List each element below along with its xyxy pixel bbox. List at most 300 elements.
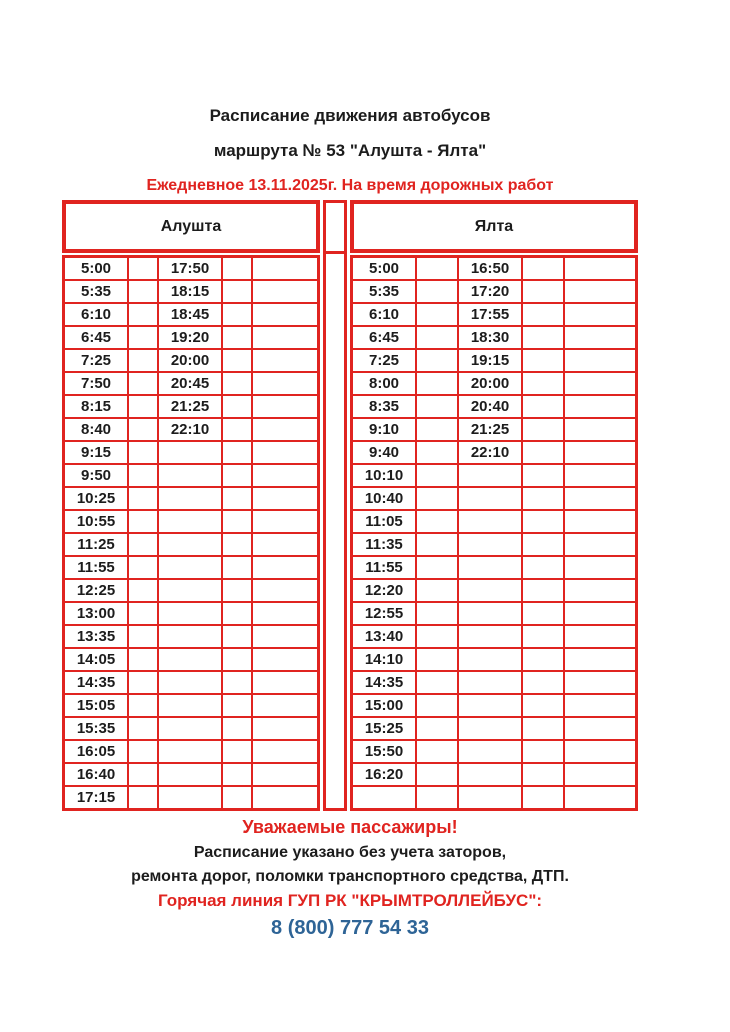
timetable-row <box>352 671 637 694</box>
empty-cell <box>564 763 637 786</box>
empty-cell <box>128 395 158 418</box>
empty-cell <box>416 510 458 533</box>
departure-time-cell: 5:35 <box>64 280 129 303</box>
timetable-row <box>352 441 637 464</box>
timetable-row <box>64 740 319 763</box>
empty-cell <box>564 556 637 579</box>
table-header-alushta <box>62 200 320 253</box>
validity-notice: Ежедневное 13.11.2025г. На время дорожных работ <box>146 177 554 194</box>
timetable-row <box>352 395 637 418</box>
timetable-row <box>64 349 319 372</box>
departure-time-cell: 20:00 <box>158 349 222 372</box>
empty-cell <box>416 602 458 625</box>
departure-time-cell: 21:25 <box>458 418 522 441</box>
empty-cell <box>222 763 252 786</box>
empty-cell <box>564 464 637 487</box>
departure-time-cell: 20:00 <box>458 372 522 395</box>
empty-cell <box>252 602 319 625</box>
empty-cell <box>128 326 158 349</box>
empty-cell <box>564 418 637 441</box>
empty-cell <box>222 326 252 349</box>
timetable-row <box>64 303 319 326</box>
departure-time-cell: 14:35 <box>64 671 129 694</box>
empty-cell <box>522 280 564 303</box>
departure-time-cell: 5:00 <box>64 257 129 281</box>
empty-cell <box>416 648 458 671</box>
departure-time-cell: 15:25 <box>352 717 417 740</box>
empty-cell <box>128 418 158 441</box>
empty-cell <box>128 740 158 763</box>
empty-cell <box>416 280 458 303</box>
empty-cell <box>458 786 522 810</box>
timetable-row <box>352 257 637 281</box>
timetable-row <box>64 441 319 464</box>
departure-time-cell: 16:40 <box>64 763 129 786</box>
timetable-row <box>64 556 319 579</box>
departure-time-cell: 16:20 <box>352 763 417 786</box>
empty-cell <box>564 441 637 464</box>
timetable-yalta <box>350 200 638 811</box>
empty-cell <box>128 763 158 786</box>
timetable-row <box>64 625 319 648</box>
empty-cell <box>222 717 252 740</box>
empty-cell <box>252 303 319 326</box>
empty-cell <box>522 786 564 810</box>
departure-time-cell: 11:55 <box>64 556 129 579</box>
departure-time-cell: 8:15 <box>64 395 129 418</box>
timetable-row <box>352 303 637 326</box>
empty-cell <box>458 464 522 487</box>
empty-cell <box>252 326 319 349</box>
empty-cell <box>522 579 564 602</box>
empty-cell <box>522 533 564 556</box>
timetable-row <box>352 648 637 671</box>
departure-time-cell: 22:10 <box>458 441 522 464</box>
empty-cell <box>458 602 522 625</box>
timetable-row <box>64 487 319 510</box>
empty-cell <box>158 602 222 625</box>
empty-cell <box>564 579 637 602</box>
empty-cell <box>222 303 252 326</box>
empty-cell <box>158 579 222 602</box>
empty-cell <box>252 556 319 579</box>
departure-time-cell: 8:00 <box>352 372 417 395</box>
departure-time-cell: 15:50 <box>352 740 417 763</box>
empty-cell <box>458 533 522 556</box>
empty-cell <box>128 602 158 625</box>
empty-cell <box>222 257 252 281</box>
empty-cell <box>222 625 252 648</box>
empty-cell <box>564 786 637 810</box>
empty-cell <box>564 671 637 694</box>
empty-cell <box>158 441 222 464</box>
empty-cell <box>128 280 158 303</box>
empty-cell <box>128 510 158 533</box>
empty-cell <box>564 326 637 349</box>
empty-cell <box>564 740 637 763</box>
departure-time-cell: 19:20 <box>158 326 222 349</box>
empty-cell <box>522 349 564 372</box>
empty-cell <box>158 740 222 763</box>
empty-cell <box>158 487 222 510</box>
departure-time-cell: 13:40 <box>352 625 417 648</box>
departure-time-cell: 10:40 <box>352 487 417 510</box>
empty-cell <box>416 418 458 441</box>
divider-strip <box>323 200 347 811</box>
timetable-row <box>352 786 637 810</box>
departure-time-cell: 7:50 <box>64 372 129 395</box>
empty-cell <box>252 648 319 671</box>
empty-cell <box>252 717 319 740</box>
empty-cell <box>222 694 252 717</box>
empty-cell <box>222 648 252 671</box>
empty-cell <box>252 418 319 441</box>
empty-cell <box>564 487 637 510</box>
empty-cell <box>564 395 637 418</box>
departure-time-cell: 11:35 <box>352 533 417 556</box>
timetable-row <box>352 418 637 441</box>
departure-time-cell: 6:45 <box>352 326 417 349</box>
departure-time-cell: 20:40 <box>458 395 522 418</box>
empty-cell <box>128 717 158 740</box>
departure-time-cell: 17:15 <box>64 786 129 810</box>
route-subtitle: маршрута № 53 "Алушта - Ялта" <box>213 141 487 160</box>
timetable-row <box>64 395 319 418</box>
empty-cell <box>222 579 252 602</box>
empty-cell <box>128 648 158 671</box>
empty-cell <box>564 625 637 648</box>
departure-time-cell: 18:15 <box>158 280 222 303</box>
timetable-row <box>352 763 637 786</box>
empty-cell <box>158 625 222 648</box>
empty-cell <box>222 556 252 579</box>
empty-cell <box>522 441 564 464</box>
timetable-row <box>64 694 319 717</box>
empty-cell <box>416 257 458 281</box>
departure-time-cell: 16:05 <box>64 740 129 763</box>
empty-cell <box>564 349 637 372</box>
timetable-row <box>64 648 319 671</box>
divider-strip-header-cell <box>326 203 344 254</box>
empty-cell <box>458 510 522 533</box>
empty-cell <box>522 763 564 786</box>
departure-time-cell: 14:35 <box>352 671 417 694</box>
departure-time-cell: 20:45 <box>158 372 222 395</box>
empty-cell <box>158 510 222 533</box>
timetable-row <box>352 349 637 372</box>
empty-cell <box>158 763 222 786</box>
empty-cell <box>522 464 564 487</box>
timetable-row <box>64 372 319 395</box>
empty-cell <box>158 694 222 717</box>
empty-cell <box>252 510 319 533</box>
empty-cell <box>252 786 319 810</box>
empty-cell <box>222 740 252 763</box>
departure-time-cell: 14:05 <box>64 648 129 671</box>
empty-cell <box>458 648 522 671</box>
timetable-row <box>64 464 319 487</box>
departure-time-cell: 6:10 <box>64 303 129 326</box>
empty-cell <box>128 441 158 464</box>
empty-cell <box>564 648 637 671</box>
timetable-row <box>352 487 637 510</box>
empty-cell <box>222 349 252 372</box>
empty-cell <box>222 464 252 487</box>
departure-time-cell: 6:10 <box>352 303 417 326</box>
empty-cell <box>416 464 458 487</box>
attention-heading: Уважаемые пассажиры! <box>242 817 458 837</box>
departure-time-cell: 22:10 <box>158 418 222 441</box>
departure-time-cell: 21:25 <box>158 395 222 418</box>
empty-cell <box>564 533 637 556</box>
timetable-row <box>352 372 637 395</box>
departure-time-cell: 15:35 <box>64 717 129 740</box>
hotline-label: Горячая линия ГУП РК "КРЫМТРОЛЛЕЙБУС": <box>157 891 543 910</box>
timetable-row <box>352 556 637 579</box>
page-content <box>62 0 638 1032</box>
empty-cell <box>222 510 252 533</box>
empty-cell <box>416 625 458 648</box>
departure-time-cell: 12:55 <box>352 602 417 625</box>
empty-cell <box>222 786 252 810</box>
timetable-row <box>64 786 319 810</box>
empty-cell <box>416 763 458 786</box>
empty-cell <box>416 671 458 694</box>
empty-cell <box>522 671 564 694</box>
timetable-row <box>64 671 319 694</box>
empty-cell <box>416 441 458 464</box>
empty-cell <box>564 717 637 740</box>
empty-cell <box>564 257 637 281</box>
timetable-row <box>64 510 319 533</box>
departure-time-cell: 18:30 <box>458 326 522 349</box>
empty-cell <box>158 671 222 694</box>
hotline-phone-number: 8 (800) 777 54 33 <box>271 917 429 939</box>
empty-cell <box>158 464 222 487</box>
empty-cell <box>522 487 564 510</box>
empty-cell <box>522 602 564 625</box>
table-header-yalta <box>350 200 638 253</box>
empty-cell <box>252 740 319 763</box>
empty-cell <box>252 625 319 648</box>
departure-time-cell: 13:35 <box>64 625 129 648</box>
departure-time-cell: 7:25 <box>352 349 417 372</box>
empty-cell <box>222 487 252 510</box>
empty-cell <box>416 786 458 810</box>
departure-time-cell: 17:55 <box>458 303 522 326</box>
departure-time-cell: 15:05 <box>64 694 129 717</box>
empty-cell <box>252 280 319 303</box>
empty-cell <box>252 464 319 487</box>
empty-cell <box>128 694 158 717</box>
empty-cell <box>522 625 564 648</box>
departure-time-cell: 8:35 <box>352 395 417 418</box>
timetables <box>62 200 638 811</box>
empty-cell <box>416 303 458 326</box>
empty-cell <box>416 349 458 372</box>
timetable-row <box>64 533 319 556</box>
empty-cell <box>128 625 158 648</box>
timetable-row <box>352 510 637 533</box>
empty-cell <box>458 487 522 510</box>
empty-cell <box>252 671 319 694</box>
timetable-row <box>64 418 319 441</box>
disclaimer-line-1: Расписание указано без учета заторов, <box>193 844 507 861</box>
departure-time-cell: 7:25 <box>64 349 129 372</box>
table-title: Ялта <box>474 217 514 235</box>
empty-cell <box>128 533 158 556</box>
empty-cell <box>416 395 458 418</box>
empty-cell <box>522 303 564 326</box>
departure-time-cell: 9:40 <box>352 441 417 464</box>
disclaimer-line-2: ремонта дорог, поломки транспортного средства, ДТП. <box>131 868 569 885</box>
departure-time-cell: 12:25 <box>64 579 129 602</box>
empty-cell <box>158 786 222 810</box>
departure-time-cell: 6:45 <box>64 326 129 349</box>
departure-time-cell: 11:05 <box>352 510 417 533</box>
departure-time-cell: 17:20 <box>458 280 522 303</box>
departure-time-cell: 8:40 <box>64 418 129 441</box>
timetable-row <box>352 280 637 303</box>
empty-cell <box>158 648 222 671</box>
empty-cell <box>522 717 564 740</box>
departure-time-cell: 11:25 <box>64 533 129 556</box>
departure-time-cell: 9:15 <box>64 441 129 464</box>
timetable-row <box>352 740 637 763</box>
empty-cell <box>522 326 564 349</box>
timetable-grid-alushta <box>62 255 320 811</box>
empty-cell <box>522 395 564 418</box>
empty-cell <box>458 717 522 740</box>
empty-cell <box>222 533 252 556</box>
departure-time-cell: 11:55 <box>352 556 417 579</box>
timetable-row <box>352 717 637 740</box>
timetable-grid-yalta <box>350 255 638 811</box>
empty-cell <box>222 441 252 464</box>
timetable-row <box>352 533 637 556</box>
empty-cell <box>222 280 252 303</box>
empty-cell <box>128 579 158 602</box>
empty-cell <box>128 487 158 510</box>
empty-cell <box>416 740 458 763</box>
empty-cell <box>564 694 637 717</box>
empty-cell <box>458 740 522 763</box>
empty-cell <box>416 556 458 579</box>
empty-cell <box>416 717 458 740</box>
empty-cell <box>252 372 319 395</box>
departure-time-cell: 10:10 <box>352 464 417 487</box>
empty-cell <box>222 372 252 395</box>
empty-cell <box>564 510 637 533</box>
empty-cell <box>128 464 158 487</box>
empty-cell <box>522 257 564 281</box>
empty-cell <box>128 671 158 694</box>
empty-cell <box>458 671 522 694</box>
empty-cell <box>222 395 252 418</box>
empty-cell <box>352 786 417 810</box>
empty-cell <box>416 487 458 510</box>
departure-time-cell: 12:20 <box>352 579 417 602</box>
timetable-row <box>64 763 319 786</box>
timetable-row <box>352 464 637 487</box>
empty-cell <box>222 671 252 694</box>
empty-cell <box>128 372 158 395</box>
empty-cell <box>522 418 564 441</box>
empty-cell <box>222 418 252 441</box>
departure-time-cell: 9:50 <box>64 464 129 487</box>
empty-cell <box>564 280 637 303</box>
empty-cell <box>158 717 222 740</box>
empty-cell <box>564 303 637 326</box>
empty-cell <box>128 349 158 372</box>
departure-time-cell: 18:45 <box>158 303 222 326</box>
empty-cell <box>458 556 522 579</box>
empty-cell <box>222 602 252 625</box>
timetable-row <box>352 694 637 717</box>
empty-cell <box>416 533 458 556</box>
empty-cell <box>522 372 564 395</box>
timetable-row <box>352 625 637 648</box>
empty-cell <box>458 763 522 786</box>
empty-cell <box>252 441 319 464</box>
timetable-row <box>352 326 637 349</box>
departure-time-cell: 17:50 <box>158 257 222 281</box>
empty-cell <box>416 372 458 395</box>
timetable-row <box>64 280 319 303</box>
departure-time-cell: 15:00 <box>352 694 417 717</box>
departure-time-cell: 5:00 <box>352 257 417 281</box>
empty-cell <box>128 303 158 326</box>
departure-time-cell: 10:25 <box>64 487 129 510</box>
empty-cell <box>252 395 319 418</box>
empty-cell <box>416 326 458 349</box>
empty-cell <box>522 648 564 671</box>
empty-cell <box>564 372 637 395</box>
timetable-row <box>352 579 637 602</box>
empty-cell <box>522 694 564 717</box>
departure-time-cell: 19:15 <box>458 349 522 372</box>
empty-cell <box>252 694 319 717</box>
timetable-row <box>64 326 319 349</box>
empty-cell <box>522 740 564 763</box>
departure-time-cell: 9:10 <box>352 418 417 441</box>
empty-cell <box>252 487 319 510</box>
departure-time-cell: 13:00 <box>64 602 129 625</box>
empty-cell <box>416 579 458 602</box>
empty-cell <box>252 533 319 556</box>
empty-cell <box>416 694 458 717</box>
empty-cell <box>252 763 319 786</box>
empty-cell <box>158 533 222 556</box>
table-title: Алушта <box>160 217 222 235</box>
empty-cell <box>522 510 564 533</box>
empty-cell <box>252 579 319 602</box>
departure-time-cell: 10:55 <box>64 510 129 533</box>
empty-cell <box>158 556 222 579</box>
empty-cell <box>252 257 319 281</box>
empty-cell <box>252 349 319 372</box>
timetable-row <box>352 602 637 625</box>
timetable-alushta <box>62 200 320 811</box>
timetable-row <box>64 717 319 740</box>
timetable-row <box>64 602 319 625</box>
empty-cell <box>564 602 637 625</box>
empty-cell <box>458 694 522 717</box>
departure-time-cell: 5:35 <box>352 280 417 303</box>
empty-cell <box>522 556 564 579</box>
empty-cell <box>458 625 522 648</box>
departure-time-cell: 14:10 <box>352 648 417 671</box>
